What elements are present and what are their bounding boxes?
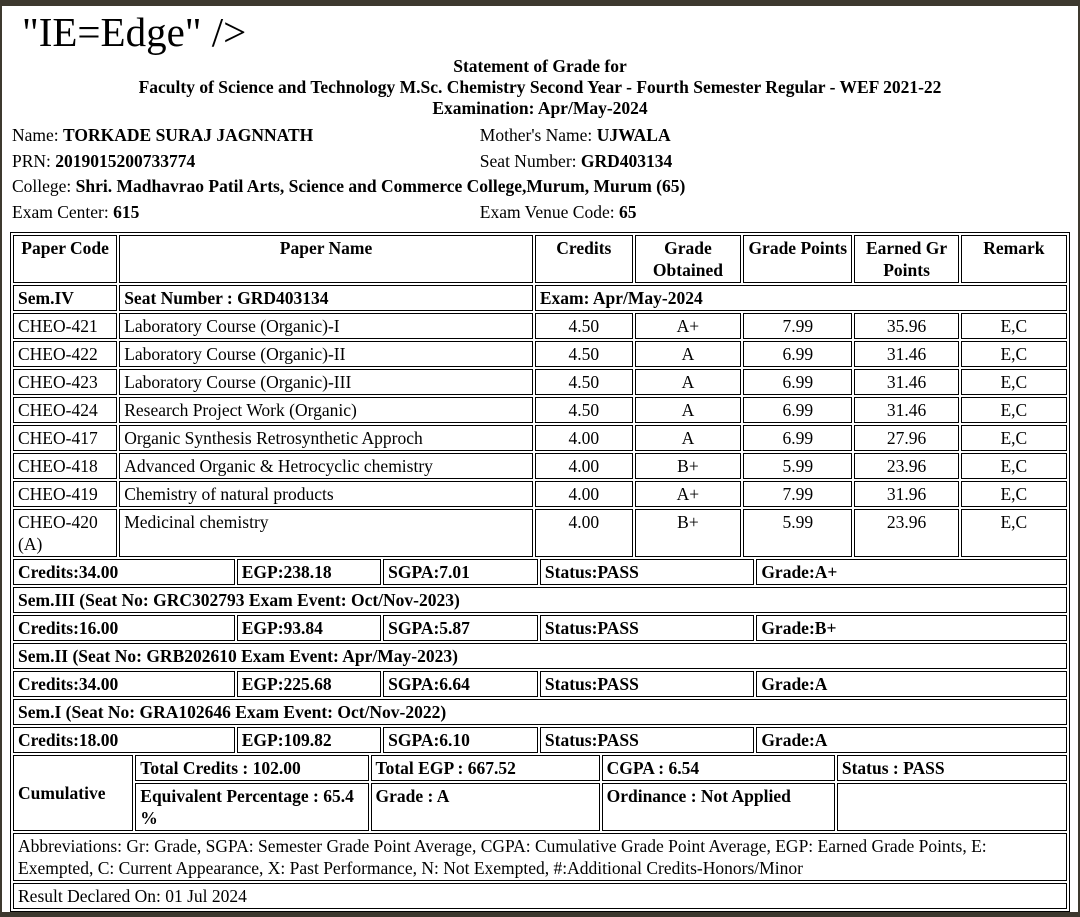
summary-grade: Grade:A	[756, 727, 1067, 753]
exam-venue-value: 65	[618, 201, 637, 222]
earned-points-cell: 35.96	[854, 313, 958, 339]
header-faculty-line: Faculty of Science and Technology M.Sc. Chemistry Second Year - Fourth Semester Regular - WEF 2021-22	[138, 77, 942, 97]
summary-status: Status:PASS	[540, 671, 754, 697]
cumulative-row-2	[13, 783, 1067, 831]
college	[12, 174, 1068, 200]
grade-points-cell: 6.99	[743, 369, 852, 395]
sem3-summary-row	[13, 615, 1067, 641]
paper-name-cell: Laboratory Course (Organic)-I	[119, 313, 533, 339]
grade-cell: A	[635, 341, 741, 367]
earned-points-cell: 27.96	[854, 425, 958, 451]
credits-cell: 4.00	[535, 481, 633, 507]
mother-name	[480, 123, 1068, 149]
result-declared-row	[13, 883, 1067, 909]
total-credits: Total Credits : 102.00	[135, 755, 368, 781]
abbreviations-text: Abbreviations: Gr: Grade, SGPA: Semester Grade Point Average, CGPA: Cumulative Grade Point Average, EGP: Earned Grade Points, E: Exempted, C: Current Appearance, X: Past Performance, N: Not Exempted, #:Additional Credits-Honors/Minor	[13, 833, 1067, 881]
summary-credits: Credits:18.00	[13, 727, 235, 753]
sem2-summary-row	[13, 671, 1067, 697]
grade-points-cell: 5.99	[743, 453, 852, 479]
equivalent-percentage: Equivalent Percentage : 65.4 %	[135, 783, 368, 831]
summary-egp: EGP:225.68	[237, 671, 381, 697]
remark-cell: E,C	[961, 313, 1067, 339]
credits-cell: 4.00	[535, 453, 633, 479]
paper-name-cell: Chemistry of natural products	[119, 481, 533, 507]
cumulative-row-1	[13, 755, 1067, 781]
exam-center-label: Exam Center:	[12, 201, 109, 222]
paper-name-cell: Advanced Organic & Hetrocyclic chemistry	[119, 453, 533, 479]
summary-grade: Grade:A	[756, 671, 1067, 697]
sem2-summary-table	[11, 669, 1069, 699]
col-grade-points: Grade Points	[743, 235, 852, 283]
paper-row	[13, 313, 1067, 339]
info-row-name	[12, 123, 1068, 149]
paper-row	[13, 397, 1067, 423]
college-label: College:	[12, 176, 72, 196]
col-earned-gr-points: Earned Gr Points	[854, 235, 958, 283]
mother-value: UJWALA	[596, 125, 671, 145]
header-title: Statement of Grade for	[453, 56, 627, 76]
sem1-summary-row	[13, 727, 1067, 753]
paper-row	[13, 481, 1067, 507]
sem1-summary-table	[11, 725, 1069, 755]
result-declared-text: Result Declared On: 01 Jul 2024	[13, 883, 1067, 909]
summary-sgpa: SGPA:6.64	[383, 671, 538, 697]
earned-points-cell: 31.46	[854, 397, 958, 423]
col-remark: Remark	[961, 235, 1067, 283]
paper-name-cell: Medicinal chemistry	[119, 509, 533, 557]
sem1-header-row	[13, 699, 1067, 725]
summary-credits: Credits:34.00	[13, 559, 235, 585]
grade-cell: A	[635, 425, 741, 451]
result-declared-table	[11, 881, 1069, 911]
summary-grade: Grade:B+	[756, 615, 1067, 641]
student-name	[12, 123, 480, 149]
remark-cell: E,C	[961, 509, 1067, 557]
prn-value: 2019015200733774	[55, 150, 196, 171]
cumulative-status: Status : PASS	[837, 755, 1067, 781]
col-paper-code: Paper Code	[13, 235, 117, 283]
sem2-header-row	[13, 643, 1067, 669]
abbreviations-row	[13, 833, 1067, 881]
abbreviations-table	[11, 831, 1069, 883]
prn-label: PRN:	[12, 150, 51, 171]
grade-cell: B+	[635, 509, 741, 557]
summary-egp: EGP:238.18	[237, 559, 381, 585]
summary-grade: Grade:A+	[756, 559, 1067, 585]
sem4-seat-number: Seat Number : GRD403134	[119, 285, 533, 311]
summary-status: Status:PASS	[540, 615, 754, 641]
earned-points-cell: 31.46	[854, 341, 958, 367]
paper-code-cell: CHEO-424	[13, 397, 117, 423]
col-credits: Credits	[535, 235, 633, 283]
info-row-prn	[12, 149, 1068, 175]
credits-cell: 4.50	[535, 369, 633, 395]
sem3-summary-table	[11, 613, 1069, 643]
grade-points-cell: 5.99	[743, 509, 852, 557]
remark-cell: E,C	[961, 453, 1067, 479]
summary-sgpa: SGPA:5.87	[383, 615, 538, 641]
remark-cell: E,C	[961, 425, 1067, 451]
grade-cell: A+	[635, 481, 741, 507]
summary-status: Status:PASS	[540, 727, 754, 753]
paper-row	[13, 453, 1067, 479]
sem4-summary-row	[13, 559, 1067, 585]
summary-sgpa: SGPA:7.01	[383, 559, 538, 585]
stray-markup-text: "IE=Edge" />	[22, 9, 247, 55]
total-egp: Total EGP : 667.52	[371, 755, 600, 781]
paper-name-cell: Research Project Work (Organic)	[119, 397, 533, 423]
college-value: Shri. Madhavrao Patil Arts, Science and Commerce College,Murum, Murum (65)	[75, 176, 686, 196]
exam-venue-label: Exam Venue Code:	[479, 201, 615, 222]
sem4-exam-event: Exam: Apr/May-2024	[535, 285, 1067, 311]
document-header	[2, 54, 1078, 119]
paper-row	[13, 369, 1067, 395]
grade-points-cell: 6.99	[743, 341, 852, 367]
paper-code-cell: CHEO-419	[13, 481, 117, 507]
exam-venue-code	[480, 200, 1068, 226]
grade-points-cell: 6.99	[743, 397, 852, 423]
seat-number	[480, 149, 1068, 175]
sem3-header-table	[11, 585, 1069, 615]
summary-sgpa: SGPA:6.10	[383, 727, 538, 753]
credits-cell: 4.00	[535, 509, 633, 557]
paper-row	[13, 509, 1067, 557]
name-value: TORKADE SURAJ JAGNNATH	[63, 125, 314, 145]
remark-cell: E,C	[961, 481, 1067, 507]
summary-egp: EGP:109.82	[237, 727, 381, 753]
table-header-row	[13, 235, 1067, 283]
sem2-header-table	[11, 641, 1069, 671]
credits-cell: 4.50	[535, 313, 633, 339]
cgpa: CGPA : 6.54	[602, 755, 835, 781]
grade-cell: A	[635, 369, 741, 395]
seat-label: Seat Number:	[479, 150, 577, 171]
seat-value: GRD403134	[580, 150, 673, 171]
paper-row	[13, 341, 1067, 367]
earned-points-cell: 23.96	[854, 509, 958, 557]
sem1-header: Sem.I (Seat No: GRA102646 Exam Event: Oct/Nov-2022)	[13, 699, 1067, 725]
paper-row	[13, 425, 1067, 451]
credits-cell: 4.00	[535, 425, 633, 451]
sem4-band-row	[13, 285, 1067, 311]
info-row-exam-center	[12, 200, 1068, 226]
paper-code-cell: CHEO-421	[13, 313, 117, 339]
sem3-header: Sem.III (Seat No: GRC302793 Exam Event: Oct/Nov-2023)	[13, 587, 1067, 613]
paper-code-cell: CHEO-423	[13, 369, 117, 395]
cumulative-table	[11, 753, 1069, 833]
paper-name-cell: Laboratory Course (Organic)-III	[119, 369, 533, 395]
exam-center	[12, 200, 480, 226]
paper-code-cell: CHEO-420 (A)	[13, 509, 117, 557]
student-info-section	[2, 119, 1078, 228]
empty-cell	[837, 783, 1067, 831]
earned-points-cell: 31.96	[854, 481, 958, 507]
grade-cell: B+	[635, 453, 741, 479]
sem1-header-table	[11, 697, 1069, 727]
sem3-header-row	[13, 587, 1067, 613]
col-grade-obtained: Grade Obtained	[635, 235, 741, 283]
grade-points-cell: 7.99	[743, 313, 852, 339]
remark-cell: E,C	[961, 369, 1067, 395]
student-prn	[12, 149, 480, 175]
remark-cell: E,C	[961, 397, 1067, 423]
credits-cell: 4.50	[535, 341, 633, 367]
grade-cell: A	[635, 397, 741, 423]
grade-points-cell: 6.99	[743, 425, 852, 451]
ordinance: Ordinance : Not Applied	[602, 783, 835, 831]
remark-cell: E,C	[961, 341, 1067, 367]
sem2-header: Sem.II (Seat No: GRB202610 Exam Event: Apr/May-2023)	[13, 643, 1067, 669]
marks-table	[11, 233, 1069, 559]
earned-points-cell: 23.96	[854, 453, 958, 479]
header-examination-line: Examination: Apr/May-2024	[432, 98, 648, 118]
col-paper-name: Paper Name	[119, 235, 533, 283]
grade-cell: A+	[635, 313, 741, 339]
paper-name-cell: Laboratory Course (Organic)-II	[119, 341, 533, 367]
paper-code-cell: CHEO-422	[13, 341, 117, 367]
cumulative-label: Cumulative	[13, 755, 133, 831]
cumulative-grade: Grade : A	[371, 783, 600, 831]
paper-name-cell: Organic Synthesis Retrosynthetic Approch	[119, 425, 533, 451]
mother-label: Mother's Name:	[479, 125, 593, 145]
summary-credits: Credits:34.00	[13, 671, 235, 697]
paper-code-cell: CHEO-418	[13, 453, 117, 479]
sem4-summary-table	[11, 557, 1069, 587]
earned-points-cell: 31.46	[854, 369, 958, 395]
info-row-college	[12, 174, 1068, 200]
credits-cell: 4.50	[535, 397, 633, 423]
summary-credits: Credits:16.00	[13, 615, 235, 641]
summary-status: Status:PASS	[540, 559, 754, 585]
paper-code-cell: CHEO-417	[13, 425, 117, 451]
summary-egp: EGP:93.84	[237, 615, 381, 641]
grade-points-cell: 7.99	[743, 481, 852, 507]
grades-table	[10, 232, 1070, 912]
sem4-label: Sem.IV	[13, 285, 117, 311]
name-label: Name:	[12, 125, 59, 145]
exam-center-value: 615	[113, 201, 140, 222]
